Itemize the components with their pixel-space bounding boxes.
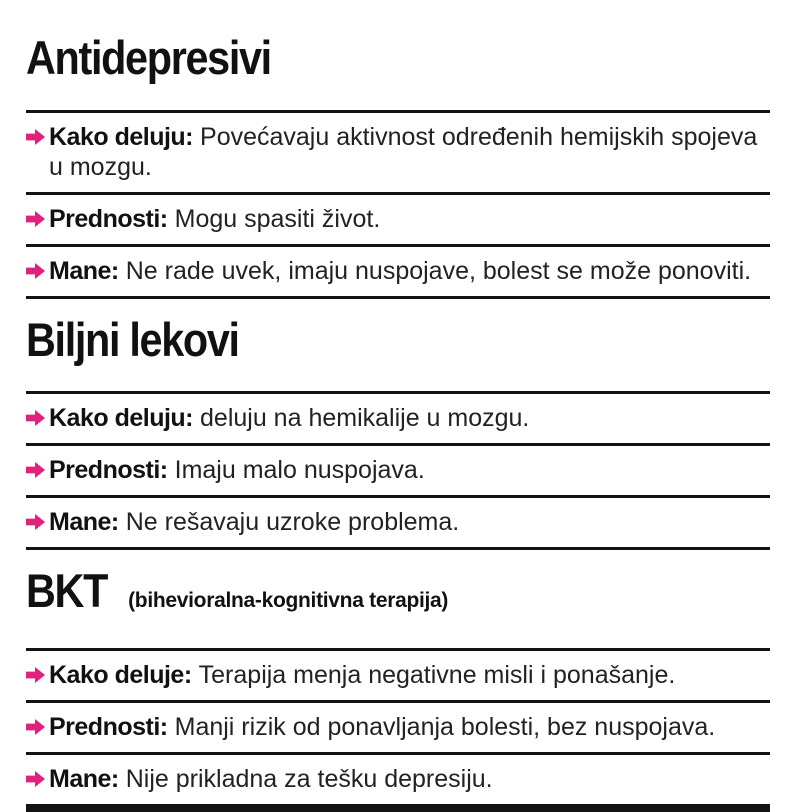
fact-label: Prednosti: <box>49 456 168 485</box>
fact-label: Mane: <box>49 256 119 285</box>
fact-row-pros <box>26 703 770 755</box>
arrow-right-icon <box>26 256 49 279</box>
section-heading <box>26 566 770 626</box>
fact-text <box>49 660 675 690</box>
fact-row-pros <box>26 446 770 498</box>
fact-row-how-it-works <box>26 651 770 703</box>
section-biljni-lekovi <box>26 312 770 550</box>
fact-label: Mane: <box>49 508 119 537</box>
fact-label: Kako deluju: <box>49 404 194 433</box>
section-title: Antidepresivi <box>26 31 271 85</box>
arrow-right-icon <box>26 204 49 227</box>
section-heading <box>26 312 770 370</box>
section-bkt <box>26 566 770 811</box>
arrow-right-icon <box>26 660 49 683</box>
arrow-right-icon <box>26 764 49 787</box>
arrow-right-icon <box>26 712 49 735</box>
fact-row-pros <box>26 195 770 247</box>
fact-value: Povećavaju aktivnost određenih hemijskih spojeva u mozgu. <box>49 122 758 181</box>
section-antidepresivi <box>26 33 770 298</box>
fact-text <box>49 403 529 433</box>
fact-value: Imaju malo nuspojava. <box>174 456 425 485</box>
fact-text <box>49 122 770 182</box>
fact-text <box>49 507 459 537</box>
fact-row-how-it-works <box>26 113 770 195</box>
section-title: BKT <box>26 564 108 618</box>
fact-text <box>49 764 493 794</box>
fact-text <box>49 204 380 234</box>
fact-row-cons <box>26 498 770 550</box>
fact-value: Ne rešavaju uzroke problema. <box>125 508 460 537</box>
fact-row-cons <box>26 247 770 299</box>
fact-label: Mane: <box>49 764 119 793</box>
section-heading <box>26 33 770 88</box>
fact-text <box>49 712 715 742</box>
fact-row-how-it-works <box>26 394 770 446</box>
fact-value: deluju na hemikalije u mozgu. <box>200 404 530 433</box>
arrow-right-icon <box>26 403 49 426</box>
fact-label: Prednosti: <box>49 712 168 741</box>
fact-value: Manji rizik od ponavljanja bolesti, bez nuspojava. <box>174 712 716 741</box>
fact-row-cons <box>26 755 770 812</box>
fact-value: Terapija menja negativne misli i ponašanje. <box>198 660 676 689</box>
fact-text <box>49 256 751 286</box>
fact-text <box>49 455 425 485</box>
section-subtitle: (bihevioralna-kognitivna terapija) <box>128 589 449 613</box>
arrow-right-icon <box>26 455 49 478</box>
arrow-right-icon <box>26 122 49 145</box>
fact-value: Nije prikladna za tešku depresiju. <box>125 764 493 793</box>
fact-label: Kako deluju: <box>49 122 194 151</box>
fact-value: Ne rade uvek, imaju nuspojave, bolest se može ponoviti. <box>125 256 752 285</box>
fact-label: Prednosti: <box>49 204 168 233</box>
fact-value: Mogu spasiti život. <box>174 204 381 233</box>
arrow-right-icon <box>26 507 49 530</box>
fact-label: Kako deluje: <box>49 660 192 689</box>
section-title: Biljni lekovi <box>26 312 239 366</box>
